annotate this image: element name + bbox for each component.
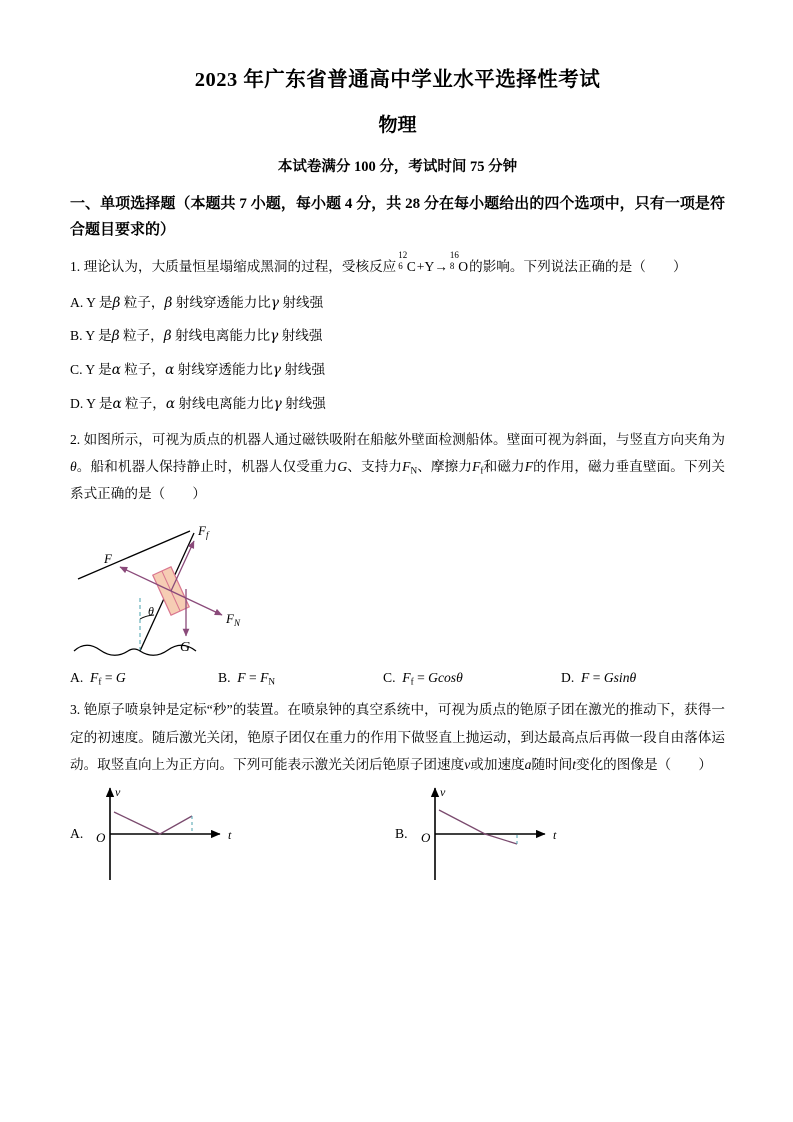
label-magnetic-force: F xyxy=(104,551,112,567)
q2-option-b-label: B. xyxy=(218,670,231,686)
option-b-text-2: 粒子， xyxy=(122,328,164,344)
subject-title: 物理 xyxy=(378,114,417,136)
q2-option-d-rhs: G xyxy=(603,670,614,686)
question-2-symbol-G: G xyxy=(337,458,348,474)
question-2-option-b[interactable] xyxy=(218,670,383,686)
graph-a-option-label: A. xyxy=(70,825,84,841)
question-1-number: 1. xyxy=(70,259,81,275)
q2-option-c-label: C. xyxy=(383,670,396,686)
question-2-number: 2. xyxy=(70,431,81,447)
nuclide-carbon xyxy=(398,249,416,280)
question-3-symbol-t: t xyxy=(572,756,576,772)
q2-option-c-lhs: F xyxy=(402,670,411,686)
question-3-text-4: 变化的图像是（ ） xyxy=(576,756,712,772)
page-title: 2023 年广东省普通高中学业水平选择性考试 xyxy=(194,69,601,91)
question-2-symbol-Ff-sub: f xyxy=(480,465,484,476)
option-d-greek-2: α xyxy=(165,395,175,412)
graph-b-curve xyxy=(439,810,517,844)
option-a-label: A. xyxy=(70,294,84,310)
option-c-greek-3: γ xyxy=(272,362,281,379)
page-content xyxy=(70,0,725,890)
option-b-greek-3: γ xyxy=(270,328,279,345)
q2-option-d-lhs: F xyxy=(581,670,590,686)
option-a-greek-3: γ xyxy=(270,294,280,311)
question-2-text-2: 。船和机器人保持静止时，机器人仅受重力 xyxy=(76,458,338,474)
q2-option-a-label: A. xyxy=(70,670,84,686)
question-1-text-b: 的影响。下列说法正确的是（ ） xyxy=(469,259,687,275)
option-a-text-2: 粒子， xyxy=(123,294,165,310)
question-3-text-2: 或加速度 xyxy=(470,756,525,772)
question-2-options xyxy=(70,661,725,686)
question-3-symbol-a: a xyxy=(524,756,532,772)
option-c-label: C. xyxy=(70,362,83,378)
question-2-text-6: 的作用，磁力垂直壁面。下列关系式正确的是（ ） xyxy=(70,458,726,501)
question-1-stem xyxy=(70,243,725,280)
question-1-option-a[interactable] xyxy=(70,281,725,315)
option-b-greek-2: β xyxy=(163,328,172,345)
option-c-greek-2: α xyxy=(165,362,175,379)
question-2-stem xyxy=(70,416,725,508)
q2-option-c-lhs-sub: f xyxy=(410,676,414,687)
label-angle-theta: θ xyxy=(148,604,154,619)
q2-option-b-rhs-sub: N xyxy=(268,676,276,687)
q2-option-b-rhs: F xyxy=(260,670,269,686)
q2-option-d-eq: = xyxy=(592,670,601,686)
option-b-text-1: Y 是 xyxy=(85,328,112,344)
graph-a-y-label: v xyxy=(115,784,121,799)
graph-b-y-label: v xyxy=(440,784,446,799)
q2-option-b-lhs: F xyxy=(237,670,246,686)
q2-option-a-rhs: G xyxy=(115,670,126,686)
option-d-greek-3: γ xyxy=(273,395,282,412)
question-1-option-b[interactable] xyxy=(70,314,725,348)
q2-option-c-rhs: G xyxy=(428,670,438,686)
option-a-text-3: 射线穿透能力比 xyxy=(175,294,271,310)
question-2-text-5: 和磁力 xyxy=(483,458,525,474)
option-d-text-2: 粒子， xyxy=(125,395,166,411)
graph-b-x-label: t xyxy=(553,827,557,842)
option-a-greek-2: β xyxy=(164,294,173,311)
option-c-text-4: 射线强 xyxy=(284,362,326,378)
question-2-text-1: 如图所示，可视为质点的机器人通过磁铁吸附在船舷外壁面检测船体。壁面可视为斜面，与竖直方向夹角为 xyxy=(83,431,725,447)
option-a-greek-1: β xyxy=(112,294,121,311)
q2-option-a-lhs-sub: f xyxy=(98,676,102,687)
label-gravity-force: G xyxy=(180,640,191,656)
graph-b-option-label: B. xyxy=(395,825,408,841)
question-2-option-a[interactable] xyxy=(70,670,218,686)
question-3-option-b[interactable] xyxy=(395,780,695,895)
question-2-symbol-Ff: F xyxy=(472,458,481,474)
nuclide-oxygen xyxy=(449,249,469,280)
water-surface-line xyxy=(74,645,196,655)
option-b-label: B. xyxy=(70,328,83,344)
graph-a-x-label: t xyxy=(228,827,232,842)
graph-a-curve xyxy=(114,812,192,834)
question-3-text-1: 铯原子喷泉钟是定标“秒”的装置。在喷泉钟的真空系统中，可视为质点的铯原子团在激光的推动下，获得一定的初速度。随后激光关闭，铯原子团仅在重力的作用下做竖直上抛运动，到达最高点后再做一段自由落体运动。取竖直向上为正方向。下列可能表示激光关闭后铯原子团速度 xyxy=(70,702,725,772)
question-3-graphs xyxy=(70,780,725,890)
option-b-text-4: 射线强 xyxy=(281,328,323,344)
oxygen-atomic-number: 8 xyxy=(449,261,455,272)
option-d-text-4: 射线强 xyxy=(285,395,326,411)
option-c-greek-1: α xyxy=(111,362,121,379)
label-friction-force: $F_f$ xyxy=(198,523,209,541)
section-heading: 一、单项选择题（本题共 7 小题，每小题 4 分，共 28 分在每小题给出的四个选项中，只有一项是符合题目要求的） xyxy=(70,195,725,238)
question-2-symbol-FN-sub: N xyxy=(410,465,418,476)
option-d-label: D. xyxy=(70,395,84,411)
question-2-symbol-F: F xyxy=(524,458,534,474)
force-diagram-svg xyxy=(70,511,370,661)
question-2-option-c[interactable] xyxy=(383,670,561,686)
question-2-text-3: 、支持力 xyxy=(347,458,403,474)
question-1-text-a: 理论认为，大质量恒星塌缩成黑洞的过程，受核反应 xyxy=(83,259,397,275)
q2-option-d-label: D. xyxy=(561,670,575,686)
reaction-y-symbol: Y xyxy=(424,259,435,275)
option-d-text-3: 射线电离能力比 xyxy=(178,395,274,411)
option-d-greek-1: α xyxy=(112,395,122,412)
option-b-text-3: 射线电离能力比 xyxy=(175,328,271,344)
question-1-option-d[interactable] xyxy=(70,382,725,416)
q2-option-a-lhs: F xyxy=(90,670,99,686)
option-c-text-3: 射线穿透能力比 xyxy=(177,362,273,378)
option-c-text-1: Y 是 xyxy=(85,362,112,378)
carbon-mass-number: 12 xyxy=(398,249,408,260)
option-d-text-1: Y 是 xyxy=(86,395,113,411)
question-2-text-4: 、摩擦力 xyxy=(417,458,473,474)
reaction-plus: + xyxy=(416,259,425,275)
option-a-text-4: 射线强 xyxy=(282,294,324,310)
q2-option-c-tail: cosθ xyxy=(437,670,463,686)
q2-option-c-eq: = xyxy=(417,670,425,686)
question-1-option-c[interactable] xyxy=(70,348,725,382)
question-2-option-d[interactable] xyxy=(561,670,636,686)
oxygen-symbol: O xyxy=(458,259,469,275)
option-a-text-1: Y 是 xyxy=(86,294,113,310)
reaction-arrow: → xyxy=(434,259,448,275)
graph-b-origin-label: O xyxy=(421,829,431,845)
oxygen-mass-number: 16 xyxy=(449,249,459,260)
q2-option-b-eq: = xyxy=(248,670,257,686)
carbon-atomic-number: 6 xyxy=(398,261,403,272)
option-b-greek-1: β xyxy=(111,328,120,345)
label-normal-force: $F_N$ xyxy=(226,611,240,629)
graph-a-origin-label: O xyxy=(96,829,106,845)
friction-force-arrow xyxy=(171,541,194,591)
question-3-number: 3. xyxy=(70,702,81,718)
question-3-option-a[interactable] xyxy=(70,780,370,895)
question-2-symbol-FN: F xyxy=(402,458,411,474)
question-3-text-3: 随时间 xyxy=(531,756,573,772)
question-3-symbol-v: v xyxy=(464,756,471,772)
exam-note: 本试卷满分 100 分，考试时间 75 分钟 xyxy=(277,159,518,176)
q2-option-d-tail: sinθ xyxy=(613,670,637,686)
graph-a-svg xyxy=(70,780,370,890)
option-c-text-2: 粒子， xyxy=(124,362,166,378)
question-3-stem xyxy=(70,686,725,778)
graph-b-svg xyxy=(395,780,695,890)
q2-option-a-eq: = xyxy=(104,670,113,686)
carbon-symbol: C xyxy=(406,259,416,275)
question-2-theta: θ xyxy=(70,458,77,474)
question-2-figure xyxy=(70,511,725,661)
